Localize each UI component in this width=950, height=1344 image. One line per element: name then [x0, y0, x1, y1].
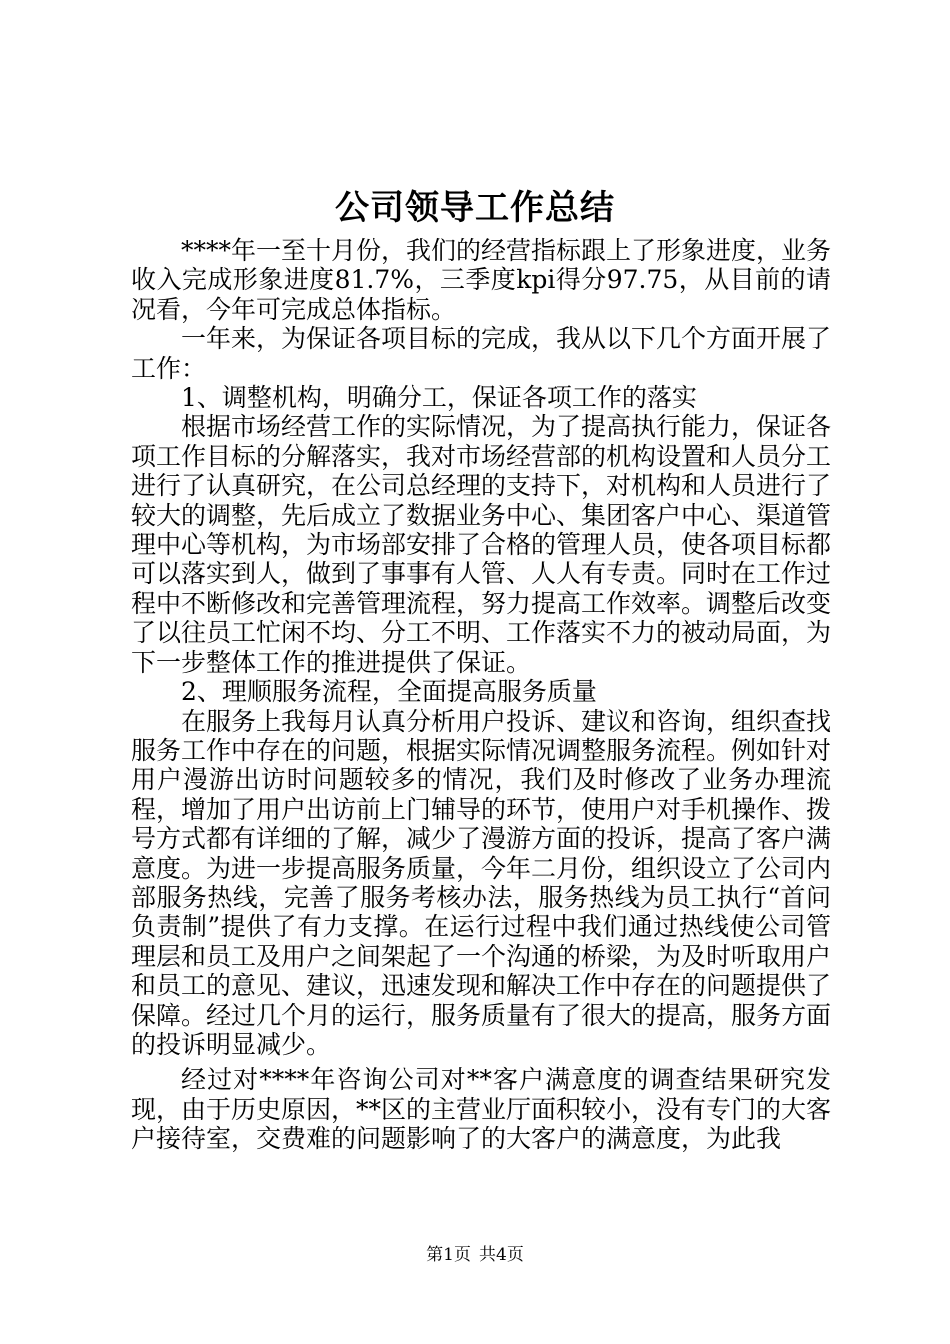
page-footer — [0, 1243, 950, 1267]
section-heading-2: 2、理顺服务流程，全面提高服务质量 — [181, 677, 597, 707]
page-total: 共4页 — [479, 1245, 524, 1265]
paragraph-overview: 一年来，为保证各项目标的完成，我从以下几个方面开展了工作： — [131, 324, 832, 383]
paragraph-section-2: 在服务上我每月认真分析用户投诉、建议和咨询，组织查找服务工作中存在的问题，根据实际情况调整服务流程。例如针对用户漫游出访时问题较多的情况，我们及时修改了业务办理流程，增加了用户出访前上门辅导的环节，使用户对手机操作、拨号方式都有详细的了解，减少了漫游方面的投诉，提高了客户满意度。为进一步提高服务质量，今年二月份，组织设立了公司内部服务热线，完善了服务考核办法，服务热线为员工执行“首问负责制”提供了有力支撑。在运行过程中我们通过热线使公司管理层和员工及用户之间架起了一个沟通的桥梁，为及时听取用户和员工的意见、建议，迅速发现和解决工作中存在的问题提供了保障。经过几个月的运行，服务质量有了很大的提高，服务方面的投诉明显减少。 — [131, 706, 832, 1059]
paragraph-intro: ****年一至十月份，我们的经营指标跟上了形象进度，业务收入完成形象进度81.7%，三季度kpi得分97.75，从目前的请况看，今年可完成总体指标。 — [131, 236, 832, 324]
paragraph-survey: 经过对****年咨询公司对**客户满意度的调查结果研究发现，由于历史原因，**区的主营业厅面积较小，没有专门的大客户接待室，交费难的问题影响了的大客户的满意度，为此我 — [131, 1065, 832, 1154]
document-title: 公司领导工作总结 — [335, 188, 615, 228]
page-number: 第1页 — [426, 1245, 471, 1265]
section-heading-1: 1、调整机构，明确分工，保证各项工作的落实 — [181, 383, 697, 413]
document-body — [131, 236, 831, 1154]
paragraph-section-1: 根据市场经营工作的实际情况，为了提高执行能力，保证各项工作目标的分解落实，我对市场经营部的机构设置和人员分工进行了认真研究，在公司总经理的支持下，对机构和人员进行了较大的调整，先后成立了数据业务中心、集团客户中心、渠道管理中心等机构，为市场部安排了合格的管理人员，使各项目标都可以落实到人，做到了事事有人管、人人有专责。同时在工作过程中不断修改和完善管理流程，努力提高工作效率。调整后改变了以往员工忙闲不均、分工不明、工作落实不力的被动局面，为下一步整体工作的推进提供了保证。 — [131, 412, 832, 677]
